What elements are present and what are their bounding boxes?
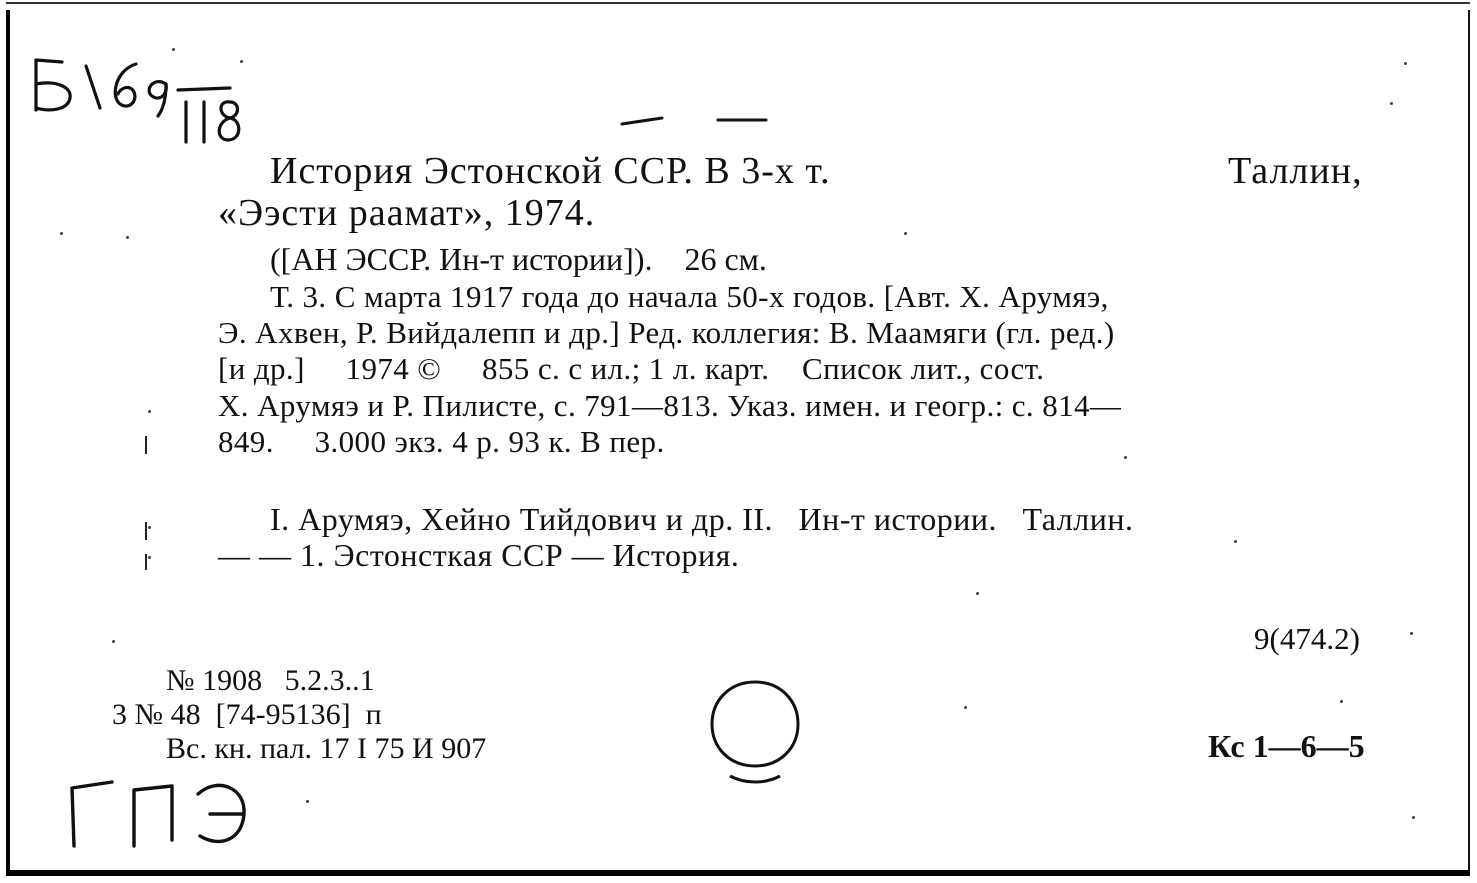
volume-line-1: Т. 3. С марта 1917 года до начала 50-х годов. [Авт. Х. Арумяэ, — [270, 279, 1109, 314]
volume-line-2: Э. Ахвен, Р. Вийдалепп и др.] Ред. коллегия: В. Маамяги (гл. ред.) — [218, 315, 1115, 350]
imprint-line-1: № 1908 5.2.3..1 — [166, 664, 375, 697]
imprint-line-2: 3 № 48 [74-95136] п — [112, 698, 382, 731]
place-of-publication: Таллин, — [1228, 150, 1363, 192]
punch-hole — [700, 676, 810, 796]
handwritten-shelfmark — [28, 50, 248, 150]
speck — [112, 640, 115, 643]
speck — [306, 800, 309, 803]
volume-line-3: [и др.] 1974 © 855 с. с ил.; 1 л. карт. Список лит., сост. — [218, 351, 1045, 386]
speck — [172, 48, 175, 51]
speck — [60, 232, 63, 235]
speck — [1340, 700, 1343, 703]
publisher-line: «Ээсти раамат», 1974. — [218, 192, 596, 234]
card-top-edge — [6, 2, 1470, 4]
speck — [1404, 62, 1407, 65]
speck — [1410, 632, 1413, 635]
series-line: ([АН ЭССР. Ин-т истории]). 26 см. — [270, 241, 767, 277]
speck — [1412, 816, 1415, 819]
tracing-line-2: — — 1. Эстонсткая ССР — История. — [218, 537, 740, 573]
speck — [904, 232, 907, 235]
handwritten-stamp-letters — [60, 770, 260, 860]
speck — [976, 592, 979, 595]
speck — [1390, 102, 1393, 105]
volume-line-5: 849. 3.000 экз. 4 р. 93 к. В пер. — [218, 424, 665, 459]
volume-line-4: Х. Арумяэ и Р. Пилисте, с. 791—813. Указ. имен. и геогр.: с. 814— — [218, 388, 1122, 423]
tracing-line-1: I. Арумяэ, Хейно Тийдович и др. II. Ин-т истории. Таллин. — [270, 501, 1134, 537]
card-code: Кс 1—6—5 — [1208, 728, 1365, 764]
speck — [964, 706, 967, 709]
speck — [1234, 540, 1237, 543]
speck — [240, 60, 243, 63]
speck — [148, 410, 151, 413]
speck — [126, 236, 129, 239]
edge-marks — [140, 430, 152, 580]
imprint-line-3: Вс. кн. пал. 17 I 75 И 907 — [166, 732, 487, 765]
speck — [1124, 456, 1127, 459]
title-line: История Эстонской ССР. В 3-х т. — [270, 150, 831, 192]
printed-dashes-top — [618, 112, 778, 132]
classification-number: 9(474.2) — [1254, 621, 1360, 656]
